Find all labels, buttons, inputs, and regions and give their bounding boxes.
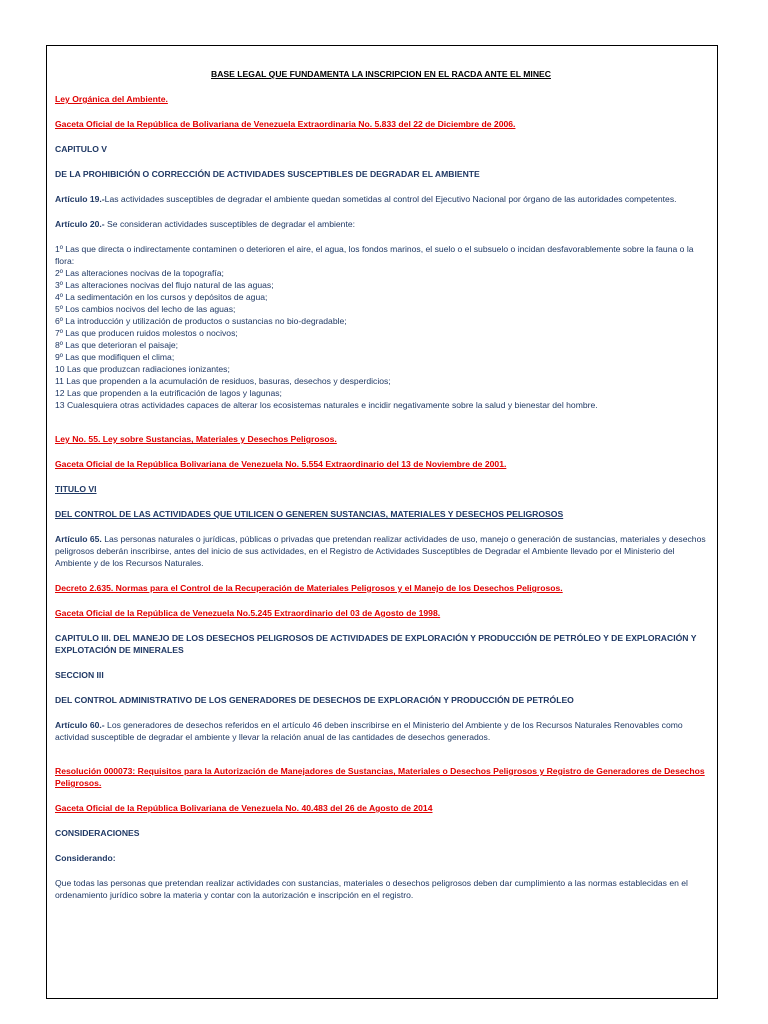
list-item: 13 Cualesquiera otras actividades capaces de alterar los ecosistemas naturales e incidir negativamente sobre la salud y bienestar del hombre. [55, 400, 598, 410]
article-19-lead: Artículo 19.- [55, 194, 105, 204]
considerations-heading: CONSIDERACIONES [55, 828, 140, 838]
chapter-v-title: DE LA PROHIBICIÓN O CORRECCIÓN DE ACTIVIDADES SUSCEPTIBLES DE DEGRADAR EL AMBIENTE [55, 169, 480, 179]
titulo-vi-title: DEL CONTROL DE LAS ACTIVIDADES QUE UTILICEN O GENEREN SUSTANCIAS, MATERIALES Y DESECHOS PELIGROSOS [55, 509, 564, 519]
list-item: 5º Los cambios nocivos del lecho de las aguas; [55, 304, 236, 314]
resolution-000073: Resolución 000073: Requisitos para la Autorización de Manejadores de Sustancias, Materiales o Desechos Peligrosos y Registro de Generadores de Desechos Peligrosos. [55, 766, 705, 788]
article-60-text: Los generadores de desechos referidos en el artículo 46 deben inscribirse en el Ministerio del Ambiente y de los Recursos Naturales Renovables como actividad susceptible de degradar el ambiente y llevar la relación anual de las cantidades de desechos generados. [55, 720, 683, 742]
titulo-vi: TITULO VI [55, 484, 97, 494]
law-organica-ambiente: Ley Orgánica del Ambiente. [55, 94, 168, 104]
article-20-list [55, 243, 707, 411]
document-body [55, 68, 707, 914]
list-item: 11 Las que propenden a la acumulación de residuos, basuras, desechos y desperdicios; [55, 376, 391, 386]
gazette-5833: Gaceta Oficial de la República de Bolivariana de Venezuela Extraordinaria No. 5.833 del 22 de Diciembre de 2006. [55, 119, 516, 129]
decree-2635: Decreto 2.635. Normas para el Control de la Recuperación de Materiales Peligrosos y el Manejo de los Desechos Peligrosos. [55, 583, 563, 593]
list-item: 2º Las alteraciones nocivas de la topografía; [55, 268, 224, 278]
article-65-text: Las personas naturales o jurídicas, públicas o privadas que pretendan realizar actividades de uso, manejo o generación de sustancias, materiales y desechos peligrosos deberán inscribirse, antes del inicio de sus actividades, en el Registro de Actividades Susceptibles de Degradar el Ambiente llevado por el Ministerio del Ambiente y de los Recursos Naturales. [55, 534, 706, 568]
considering-text: Que todas las personas que pretendan realizar actividades con sustancias, materiales o desechos peligrosos deben dar cumplimiento a las normas establecidas en el ordenamiento jurídico sobre la materia y contar con la autorización e inscripción en el registro. [55, 878, 688, 900]
list-item: 3º Las alteraciones nocivas del flujo natural de las aguas; [55, 280, 274, 290]
article-65 [55, 533, 707, 569]
section-iii-title: DEL CONTROL ADMINISTRATIVO DE LOS GENERADORES DE DESECHOS DE EXPLORACIÓN Y PRODUCCIÓN DE PETRÓLEO [55, 695, 574, 705]
list-item: 10 Las que produzcan radiaciones ionizantes; [55, 364, 230, 374]
section-iii: SECCION III [55, 670, 104, 680]
list-item: 1º Las que directa o indirectamente contaminen o deterioren el aire, el agua, los fondos marinos, el suelo o el subsuelo o incidan desfavorablemente sobre la fauna o la flora: [55, 244, 694, 266]
article-20-text: Se consideran actividades susceptibles de degradar el ambiente: [104, 219, 355, 229]
article-60 [55, 719, 707, 743]
article-20-lead: Artículo 20.- [55, 219, 105, 229]
gazette-40483: Gaceta Oficial de la República Bolivariana de Venezuela No. 40.483 del 26 de Agosto de 2014 [55, 803, 433, 813]
article-65-lead: Artículo 65. [55, 534, 102, 544]
list-item: 9º Las que modifiquen el clima; [55, 352, 175, 362]
list-item: 8º Las que deterioran el paisaje; [55, 340, 179, 350]
article-19-text: Las actividades susceptibles de degradar el ambiente quedan sometidas al control del Ejecutivo Nacional por órgano de las autoridades competentes. [104, 194, 677, 204]
document-frame [46, 45, 718, 999]
article-20 [55, 218, 707, 230]
document-title: BASE LEGAL QUE FUNDAMENTA LA INSCRIPCION EN EL RACDA ANTE EL MINEC [211, 69, 551, 79]
considering-label: Considerando: [55, 853, 116, 863]
law-55: Ley No. 55. Ley sobre Sustancias, Materiales y Desechos Peligrosos. [55, 434, 337, 444]
gazette-5554: Gaceta Oficial de la República Bolivariana de Venezuela No. 5.554 Extraordinario del 13 de Noviembre de 2001. [55, 459, 507, 469]
chapter-iii: CAPITULO III. DEL MANEJO DE LOS DESECHOS PELIGROSOS DE ACTIVIDADES DE EXPLORACIÓN Y PRODUCCIÓN DE PETRÓLEO Y DE EXPLORACIÓN Y EXPLOTACIÓN DE MINERALES [55, 633, 697, 655]
chapter-v: CAPITULO V [55, 144, 108, 154]
list-item: 12 Las que propenden a la eutrificación de lagos y lagunas; [55, 388, 282, 398]
list-item: 7º Las que producen ruidos molestos o nocivos; [55, 328, 238, 338]
list-item: 4º La sedimentación en los cursos y depósitos de agua; [55, 292, 268, 302]
article-19 [55, 193, 707, 205]
list-item: 6º La introducción y utilización de productos o sustancias no bio-degradable; [55, 316, 347, 326]
article-60-lead: Artículo 60.- [55, 720, 105, 730]
gazette-5245: Gaceta Oficial de la República de Venezuela No.5.245 Extraordinario del 03 de Agosto de 1998. [55, 608, 441, 618]
